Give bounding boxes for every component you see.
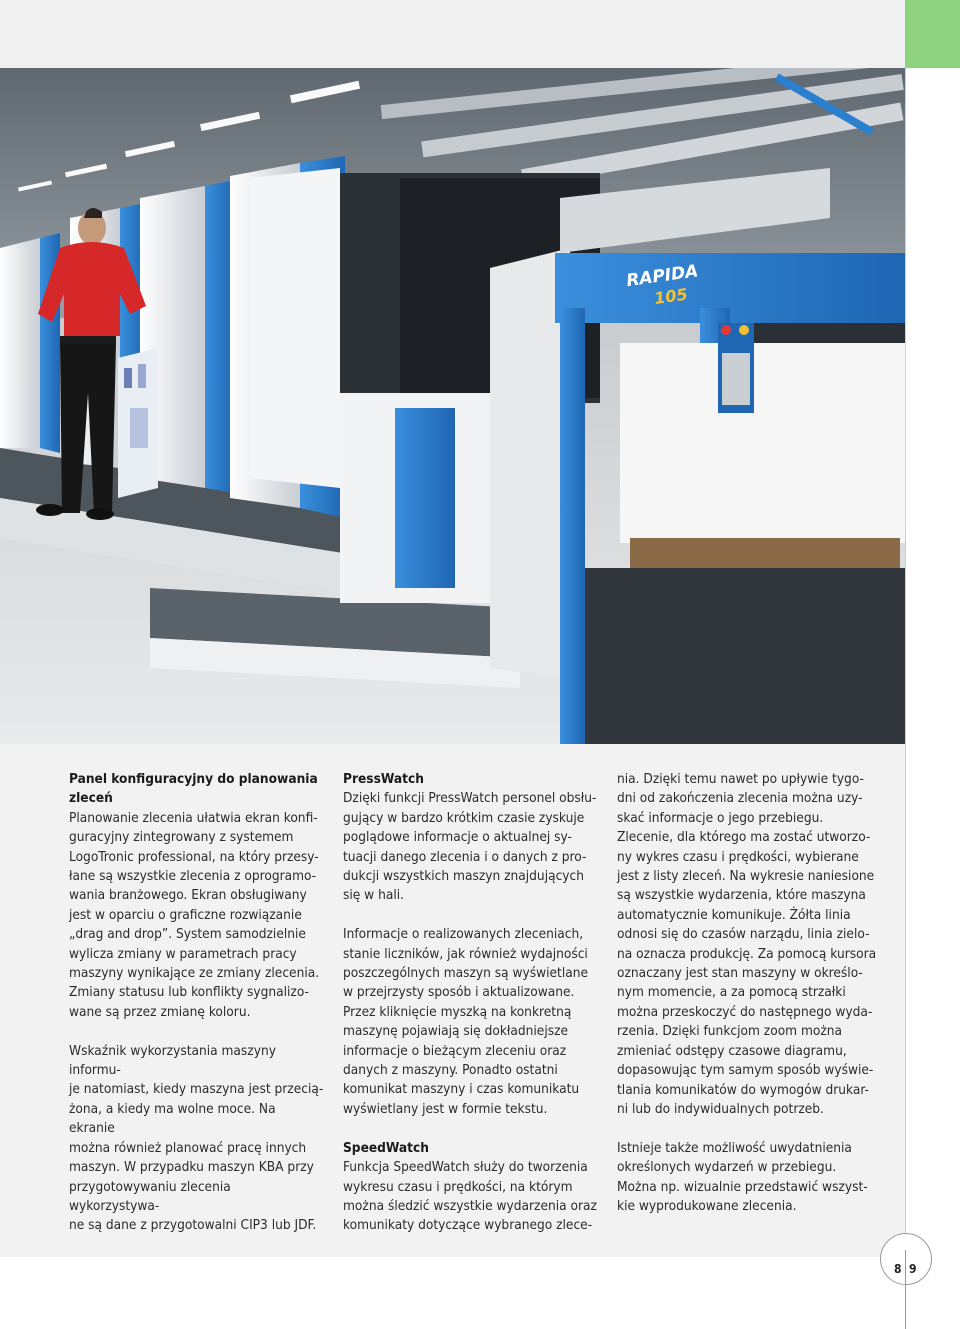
heading-speedwatch: SpeedWatch xyxy=(343,1139,429,1156)
page-edge-line xyxy=(905,68,906,1329)
page-number-right: 9 xyxy=(909,1262,917,1276)
column-presswatch xyxy=(343,770,598,1255)
heading-presswatch: PressWatch xyxy=(343,771,424,787)
paragraph-presswatch-2: Informacje o realizowanych zleceniach, stanie liczników, jak również wydajności poszczególnych maszyn są wyświetlane w przejrzysty sposób i aktualizowane. Przez kliknięcie myszką na konkretną maszynę pojawiają się dokładniejsze informacje o bieżącym zleceniu oraz danych z maszyny. Ponadto ostatni komunikat maszyny i czas komunikatu wyświetlany jest w formie tekstu. xyxy=(343,926,589,1117)
green-accent-tab xyxy=(905,0,960,68)
paragraph-presswatch-1: Dzięki funkcji PressWatch personel obsłu- gujący w bardzo krótkim czasie zyskuje poglądowe informacje o aktualnej sy- tuacji danego zlecenia i o danych z pro- dukcji wszystkich maszyn znajdujących się w hali. xyxy=(343,790,597,904)
press-hall-photo xyxy=(0,68,905,744)
paragraph-speedwatch-2: nia. Dzięki temu nawet po upływie tygo- dni od zakończenia zlecenia można uzy- skać informacje o jego przebiegu. Zlecenie, dla którego ma zostać utworzo- ny wykres czasu i prędkości, wybierane jest z listy zleceń. Na wykresie naniesione są wszystkie wydarzenia, które maszyna automatycznie komunikuje. Żółta linia odnosi się do czasów narządu, linia zielo- na oznacza produkcję. Za pomocą kursora oznaczany jest stan maszyny w określo- nym momencie, a za pomocą strzałki można przeskoczyć do następnego wyda- rzenia. Dzięki funkcjom zoom można zmieniać odstępy czasowe diagramu, dopasowując tym samym sposób wyświe- tlania komunikatów do wymogów drukar- ni lub do indywidualnych potrzeb. xyxy=(617,771,877,1117)
machine-model-label: 105 xyxy=(653,284,689,309)
paragraph-planning-1: Planowanie zlecenia ułatwia ekran konfi- guracyjny zintegrowany z systemem LogoTronic professional, na który przesy- łane są wszystkie zlecenia z oprogramo- wania branżowego. Ekran obsługiwany jest w oparciu o graficzne rozwiązanie „drag and drop”. System samodzielnie wylicza zmiany w parametrach pracy maszyny wynikające ze zmiany zlecenia. Zmiany statusu lub konflikty sygnalizo- wane są przez zmianę koloru. xyxy=(69,809,320,1020)
page-number-divider xyxy=(905,1250,906,1329)
paragraph-speedwatch-1: Funkcja SpeedWatch służy do tworzenia wykresu czasu i prędkości, na którym można śledzić wszystkie wydarzenia oraz komunikaty dotyczące wybranego zlece- xyxy=(343,1159,597,1234)
page-number-left: 8 xyxy=(894,1262,902,1276)
paragraph-speedwatch-3: Istnieje także możliwość uwydatnienia określonych wydarzeń w przebiegu. Można np. wizualnie przedstawić wszyst- kie wyprodukowane zlecenia. xyxy=(617,1139,868,1214)
paragraph-planning-2: Wskaźnik wykorzystania maszyny informu- je natomiast, kiedy maszyna jest przecią- żona, a kiedy ma wolne moce. Na ekranie można również planować pracę innych maszyn. W przypadku maszyn KBA przy przygotowywaniu zlecenia wykorzystywa- ne są dane z przygotowalni CIP3 lub JDF. xyxy=(69,1042,324,1234)
heading-planning-panel: Panel konfiguracyjny do planowania zleceń xyxy=(69,771,318,807)
column-planning-panel xyxy=(69,770,324,1255)
top-band xyxy=(0,0,905,68)
machine-brand-label: RAPIDA xyxy=(625,261,700,292)
page-number-circle xyxy=(880,1233,932,1285)
column-speedwatch-continued xyxy=(617,770,877,1236)
